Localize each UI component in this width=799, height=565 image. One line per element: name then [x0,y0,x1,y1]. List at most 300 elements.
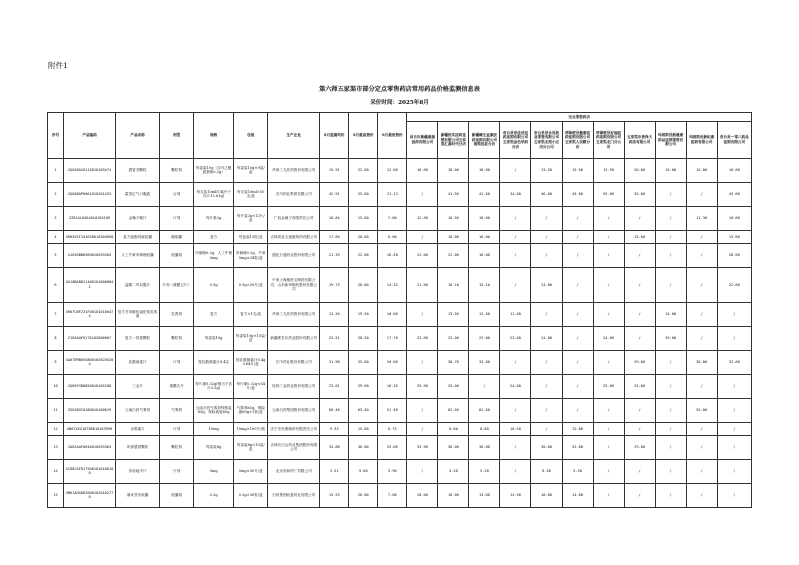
table-row [48,350,752,374]
cell-store-price: / [655,422,686,435]
table-row [48,374,752,398]
cell-maker: 济宁市安康制药有限责任公司 [268,422,320,435]
cell-maker: 吉林长白山药业集团股份有限公司 [268,435,320,459]
cell-store-price: / [686,182,717,206]
cell-name: 谷维素片 [116,422,160,435]
cell-spec: 0.2g [194,483,234,507]
cell-spec: 每片重0.32g(相当于饮片3.5g) [194,374,234,398]
attachment-label: 附件1 [48,61,68,70]
cell-store-price: 41.50 [469,182,500,206]
cell-form: 薄膜衣片 [160,374,194,398]
cell-form: 胶囊剂 [160,244,194,268]
cell-store-price: 16.00 [469,159,500,183]
cell-min: 25.00 [378,435,407,459]
cell-store-price: 30.00 [531,435,562,459]
cell-avg: 31.98 [320,350,349,374]
cell-spec: 甲硝唑0.2g，人工牛黄5mg [194,244,234,268]
header-min: 8月最低售价 [378,113,407,159]
cell-store-price: / [593,268,624,303]
cell-store-price: / [655,435,686,459]
cell-store-price: 55.00 [686,398,717,422]
cell-store-price: / [717,459,751,483]
cell-store-price: / [531,244,562,268]
cell-code: XM01AHX0020001020102770 [64,483,116,507]
cell-store-price: / [407,350,438,374]
cell-store-price: 29.00 [438,374,469,398]
cell-code: ZZ01AL0464010105109 [64,206,116,230]
cell-name: 乳酸菌素片 [116,350,160,374]
cell-name: 塞来昔布胶囊 [116,483,160,507]
cell-store-price: 8.80 [469,422,500,435]
cell-pack: 5mg×30片/盒 [234,459,268,483]
cell-store-price: 8.80 [438,422,469,435]
cell-store-price: 32.00 [717,350,751,374]
header-spec: 规格 [194,113,234,159]
cell-store-price: 16.00 [469,230,500,243]
cell-pack: 每袋装8g×10袋/盒 [234,435,268,459]
cell-store-price: 14.50 [500,483,531,507]
cell-store-price: 10.50 [500,422,531,435]
cell-store-price: / [562,302,593,326]
header-store-7: 呼图壁县好福医药连锁有限公司五家渠北门分公司 [593,122,624,159]
cell-store-price: 24.00 [531,326,562,350]
cell-store-price: / [655,182,686,206]
cell-pack: 0.2g×30粒/盒 [234,483,268,507]
cell-spec: 每袋装8g [194,435,234,459]
cell-avg: 19.73 [320,268,349,303]
cell-avg: 10.84 [320,206,349,230]
cell-min: 10.00 [378,302,407,326]
cell-store-price: / [624,302,655,326]
cell-max: 22.00 [349,159,378,183]
cell-store-price: 23.00 [500,326,531,350]
cell-store-price: / [655,206,686,230]
cell-store-price: 15.50 [593,159,624,183]
cell-store-price: 16.00 [438,230,469,243]
header-store-9: 玛纳斯县新健康药品连锁零售有限公司 [655,122,686,159]
cell-store-price: 14.00 [562,483,593,507]
cell-pack: 每袋装10g×9袋/盒 [234,159,268,183]
cell-store-price: 6.50 [531,459,562,483]
cell-seq: 1 [48,159,64,183]
cell-store-price: 16.00 [438,483,469,507]
header-store-6: 呼图壁县健康医药连锁有限公司五家渠人民路分店 [562,122,593,159]
cell-store-price: / [531,230,562,243]
cell-max: 19.50 [349,302,378,326]
cell-max: 22.00 [349,244,378,268]
cell-store-price: / [593,244,624,268]
cell-store-price: 30.00 [686,350,717,374]
cell-form: 片剂（薄膜衣片） [160,268,194,303]
cell-store-price: / [686,302,717,326]
cell-store-price: / [624,422,655,435]
header-name: 产品名称 [116,113,160,159]
cell-store-price: / [686,374,717,398]
cell-store-price: / [655,398,686,422]
header-max: 8月最高售价 [349,113,378,159]
cell-min: 51.50 [378,398,407,422]
cell-store-price: / [686,422,717,435]
header-pack: 包装 [234,113,268,159]
cell-spec: 10mg [194,422,234,435]
cell-store-price: 15.00 [686,159,717,183]
cell-store-price: 20.00 [407,483,438,507]
cell-store-price: / [624,268,655,303]
cell-min: 7.00 [378,483,407,507]
cell-seq: 3 [48,206,64,230]
cell-maker: 新疆维吾尔药业股份有限公司 [268,326,320,350]
cell-store-price: 36.00 [438,435,469,459]
cell-avg: 23.01 [320,374,349,398]
cell-avg: 9.35 [320,422,349,435]
cell-max: 15.00 [349,206,378,230]
cell-store-price: / [593,350,624,374]
cell-pack: 气雾剂85g，保险液60g×1套/盒 [234,398,268,422]
cell-pack: 每片重0.32g×54片/盒 [234,374,268,398]
cell-store-price: 5.20 [469,459,500,483]
cell-store-price: 24.00 [531,268,562,303]
cell-name: 复方甘草酸铵氯化铵乳浆液 [116,302,160,326]
cell-min: 6.75 [378,422,407,435]
table-row [48,483,752,507]
cell-form: 片剂 [160,350,194,374]
cell-store-price: 15.00 [717,230,751,243]
cell-name: 复方一枝蒿颗粒 [116,326,160,350]
cell-store-price: 15.00 [624,230,655,243]
table-row [48,182,752,206]
cell-store-price: 13.00 [469,483,500,507]
cell-store-price: / [624,326,655,350]
cell-avg: 17.66 [320,230,349,243]
cell-store-price: 55.00 [593,182,624,206]
cell-seq: 9 [48,350,64,374]
cell-min: 12.00 [378,159,407,183]
cell-pack: 0.5g×20片/盒 [234,268,268,303]
cell-store-price: 32.00 [562,435,593,459]
cell-seq: 13 [48,435,64,459]
cell-store-price: 5.20 [438,459,469,483]
price-monitoring-table [47,112,752,508]
cell-store-price: / [500,459,531,483]
cell-code: XA07EMB0558001020205204 [64,350,116,374]
cell-store-price: 13.50 [438,302,469,326]
cell-maker: 中美上海施贵宝制药有限公司，山东新华制药股份有限公司 [268,268,320,303]
cell-name: 感冒灵颗粒 [116,159,160,183]
collection-date: 采价时间：2025年8月 [370,100,429,106]
cell-store-price: / [407,398,438,422]
cell-form: 胶囊剂 [160,483,194,507]
table-row [48,268,752,303]
cell-store-price: 35.00 [624,182,655,206]
cell-spec: 复方 [194,230,234,243]
table-title: 第六师五家渠市部分定点零售药店常用药品价格监测信息表 [319,86,480,93]
cell-store-price: 12.00 [562,422,593,435]
cell-spec: 0.5g [194,268,234,303]
cell-code: Z10SAAF0170102006007 [64,326,116,350]
cell-spec: 每袋装10g [194,326,234,350]
cell-store-price: / [593,302,624,326]
cell-store-price: / [531,206,562,230]
cell-name: 人工牛黄甲硝唑胶囊 [116,244,160,268]
cell-form: 硬胶囊 [160,230,194,243]
cell-store-price: / [593,483,624,507]
cell-name: 三金片 [116,374,160,398]
header-store-group: 定点零售药店 [407,113,752,122]
cell-store-price: 22.00 [717,268,751,303]
cell-store-price: 10.00 [717,206,751,230]
cell-store-price: / [655,244,686,268]
cell-pack: 每支装10ml×10支/盒 [234,182,268,206]
cell-store-price: / [686,483,717,507]
cell-store-price: 20.00 [624,159,655,183]
cell-name: 非洛地平片 [116,459,160,483]
cell-pack: 每袋装10g×10袋/盒 [234,326,268,350]
cell-maker: 通化万通药业股份有限公司 [268,244,320,268]
cell-store-price: 25.00 [624,374,655,398]
header-store-8: 五家渠市善泽大药房有限公司 [624,122,655,159]
cell-store-price: / [500,435,531,459]
cell-store-price: 12.00 [407,206,438,230]
cell-store-price: / [562,374,593,398]
cell-maker: 北京协和药厂有限公司 [268,459,320,483]
cell-avg: 15.91 [320,159,349,183]
cell-store-price: / [686,459,717,483]
cell-store-price: / [686,435,717,459]
cell-store-price: / [531,374,562,398]
cell-spec: 云南白药气雾剂每瓶装85g，保险液装60g [194,398,234,422]
cell-code: XN07XXG10780010103990 [64,422,116,435]
cell-store-price: 24.00 [593,326,624,350]
table-row [48,230,752,243]
cell-store-price: 25.00 [593,374,624,398]
cell-store-price: 13.50 [531,159,562,183]
cell-store-price: 13.50 [469,302,500,326]
cell-avg: 15.53 [320,483,349,507]
cell-store-price: / [655,230,686,243]
cell-store-price: 25.00 [407,374,438,398]
header-store-1: 昌吉市新疆康源医药有限公司 [407,122,438,159]
cell-store-price: 23.00 [469,326,500,350]
cell-pack: 按乳酸菌素计0.4g×64片/盒 [234,350,268,374]
cell-name: 复方氨酚烷胺胶囊 [116,230,160,243]
cell-form: 片剂 [160,459,194,483]
header-seq: 序号 [48,113,64,159]
cell-store-price: / [717,398,751,422]
cell-seq: 4 [48,230,64,243]
cell-max: 28.50 [349,326,378,350]
cell-store-price: / [593,206,624,230]
cell-store-price: 23.00 [438,326,469,350]
cell-code: ZA01BAI0115010109474 [64,159,116,183]
cell-store-price: 15.10 [469,268,500,303]
cell-store-price: / [562,230,593,243]
cell-max: 35.00 [349,350,378,374]
cell-maker: 石药集团欧意药业有限公司 [268,483,320,507]
cell-name: 盐酸二甲双胍片 [116,268,160,303]
cell-form: 合剂 [160,182,194,206]
cell-spec: 每袋装10g（含可乙酰氨基酚0.2g） [194,159,234,183]
cell-store-price: 30.70 [438,350,469,374]
table-row [48,302,752,326]
cell-code: XC08CAF0175001010100100 [64,459,116,483]
cell-store-price: / [469,374,500,398]
cell-max: 63.50 [349,398,378,422]
cell-store-price: / [593,230,624,243]
cell-store-price: / [531,398,562,422]
cell-store-price: / [562,350,593,374]
header-store-10: 玛纳斯县新佑康医药有限公司 [686,122,717,159]
cell-avg: 5.51 [320,459,349,483]
cell-maker: 华润三九医药股份有限公司 [268,159,320,183]
table-row [48,244,752,268]
cell-store-price: / [407,302,438,326]
cell-store-price: 46.00 [531,182,562,206]
cell-max: 9.00 [349,459,378,483]
cell-store-price: / [717,483,751,507]
cell-form: 片剂 [160,206,194,230]
cell-store-price: 41.50 [438,182,469,206]
cell-seq: 8 [48,326,64,350]
cell-store-price: / [655,374,686,398]
cell-store-price: / [686,268,717,303]
cell-store-price: / [500,398,531,422]
header-store-5: 奇台县奇合县药业零售有限公司五家渠北苑小区店分公司 [531,122,562,159]
cell-store-price: 15.50 [562,159,593,183]
table-row [48,435,752,459]
cell-code: ZA05FXB0050010105208 [64,374,116,398]
cell-store-price: 62.50 [469,398,500,422]
cell-store-price: 16.00 [655,159,686,183]
header-code: 产品编码 [64,113,116,159]
cell-pack: 每盒装12粒/盒 [234,230,268,243]
cell-store-price: / [562,326,593,350]
cell-store-price: / [562,268,593,303]
cell-store-price: / [624,206,655,230]
cell-store-price: 24.00 [500,374,531,398]
cell-name: 藿香正气口服液 [116,182,160,206]
cell-code: ZA04BAP0061010201453 [64,182,116,206]
cell-pack: 10mg×100片/瓶 [234,422,268,435]
cell-store-price: 29.00 [655,326,686,350]
table-row [48,459,752,483]
cell-store-price: / [500,159,531,183]
cell-code: XR07CBF231F001010100474 [64,302,116,326]
cell-store-price: / [593,398,624,422]
cell-store-price: / [500,230,531,243]
cell-avg: 13.26 [320,302,349,326]
cell-maker: 云南白药集团股份有限公司 [268,398,320,422]
cell-store-price: 16.10 [438,268,469,303]
cell-store-price: / [624,459,655,483]
cell-store-price: 23.00 [407,326,438,350]
cell-form: 颗粒剂 [160,435,194,459]
cell-store-price: / [717,422,751,435]
cell-store-price: / [686,244,717,268]
cell-maker: 济川药业集团有限公司 [268,182,320,206]
cell-seq: 10 [48,374,64,398]
cell-min: 14.32 [378,268,407,303]
cell-store-price: 18.00 [531,483,562,507]
cell-store-price: / [686,230,717,243]
table-row [48,326,752,350]
cell-store-price: / [593,435,624,459]
cell-store-price: / [717,435,751,459]
cell-store-price: / [655,459,686,483]
cell-min: 3.90 [378,459,407,483]
cell-code: ZA01AAF0640010203364 [64,435,116,459]
cell-store-price: 16.00 [407,159,438,183]
cell-store-price: / [686,326,717,350]
cell-name: 云南白药气雾剂 [116,398,160,422]
cell-min: 20.00 [378,350,407,374]
cell-seq: 5 [48,244,64,268]
cell-pack: 甲硝唑0.2g，牛黄5mg×24粒/盒 [234,244,268,268]
table-row [48,206,752,230]
cell-pack: 复方×1支/盒 [234,302,268,326]
cell-store-price: / [500,268,531,303]
cell-form: 颗粒剂 [160,159,194,183]
cell-seq: 14 [48,459,64,483]
cell-spec: 按乳酸菌素计0.4克 [194,350,234,374]
cell-store-price: 20.00 [717,244,751,268]
cell-avg: 42.91 [320,182,349,206]
cell-avg: 34.88 [320,435,349,459]
cell-pack: 每片装2g×12片/盒 [234,206,268,230]
cell-avg: 60.46 [320,398,349,422]
cell-form: 颗粒剂 [160,326,194,350]
cell-max: 36.00 [349,435,378,459]
cell-store-price: / [624,398,655,422]
cell-name: 金嗓子喉片 [116,206,160,230]
cell-store-price: / [500,350,531,374]
cell-min: 17.70 [378,326,407,350]
cell-store-price: / [407,230,438,243]
cell-store-price: 34.00 [500,182,531,206]
cell-maker: 广西金嗓子有限责任公司 [268,206,320,230]
cell-spec: 每片重2g [194,206,234,230]
header-store-3: 新疆臻生益康医药连锁有限公司南梁桂花分店 [469,122,500,159]
cell-form: 片剂 [160,422,194,435]
cell-store-price: / [562,244,593,268]
cell-avg: 21.39 [320,244,349,268]
cell-store-price: 45.00 [717,182,751,206]
cell-store-price: / [624,483,655,507]
cell-store-price: 16.00 [469,244,500,268]
header-store-2: 新疆恒实医药连锁有限公司五家渠汇嘉时代分店 [438,122,469,159]
cell-store-price: 33.90 [407,435,438,459]
cell-seq: 2 [48,182,64,206]
cell-maker: 江中药业股份有限公司 [268,350,320,374]
cell-min: 6.00 [378,230,407,243]
cell-seq: 7 [48,302,64,326]
cell-code: XJ01DBB0560010203384 [64,244,116,268]
cell-store-price: / [531,422,562,435]
header-form: 剂型 [160,113,194,159]
cell-store-price: / [717,326,751,350]
cell-code: XA10BAB0214001010000842 [64,268,116,303]
cell-name: 风寒感冒颗粒 [116,435,160,459]
cell-store-price: / [624,244,655,268]
cell-store-price: / [562,206,593,230]
cell-seq: 11 [48,398,64,422]
cell-max: 15.00 [349,422,378,435]
cell-store-price: / [717,302,751,326]
cell-store-price: 10.50 [438,206,469,230]
cell-store-price: 21.00 [407,268,438,303]
cell-store-price: / [407,459,438,483]
cell-store-price: / [500,244,531,268]
cell-store-price: 22.00 [438,244,469,268]
